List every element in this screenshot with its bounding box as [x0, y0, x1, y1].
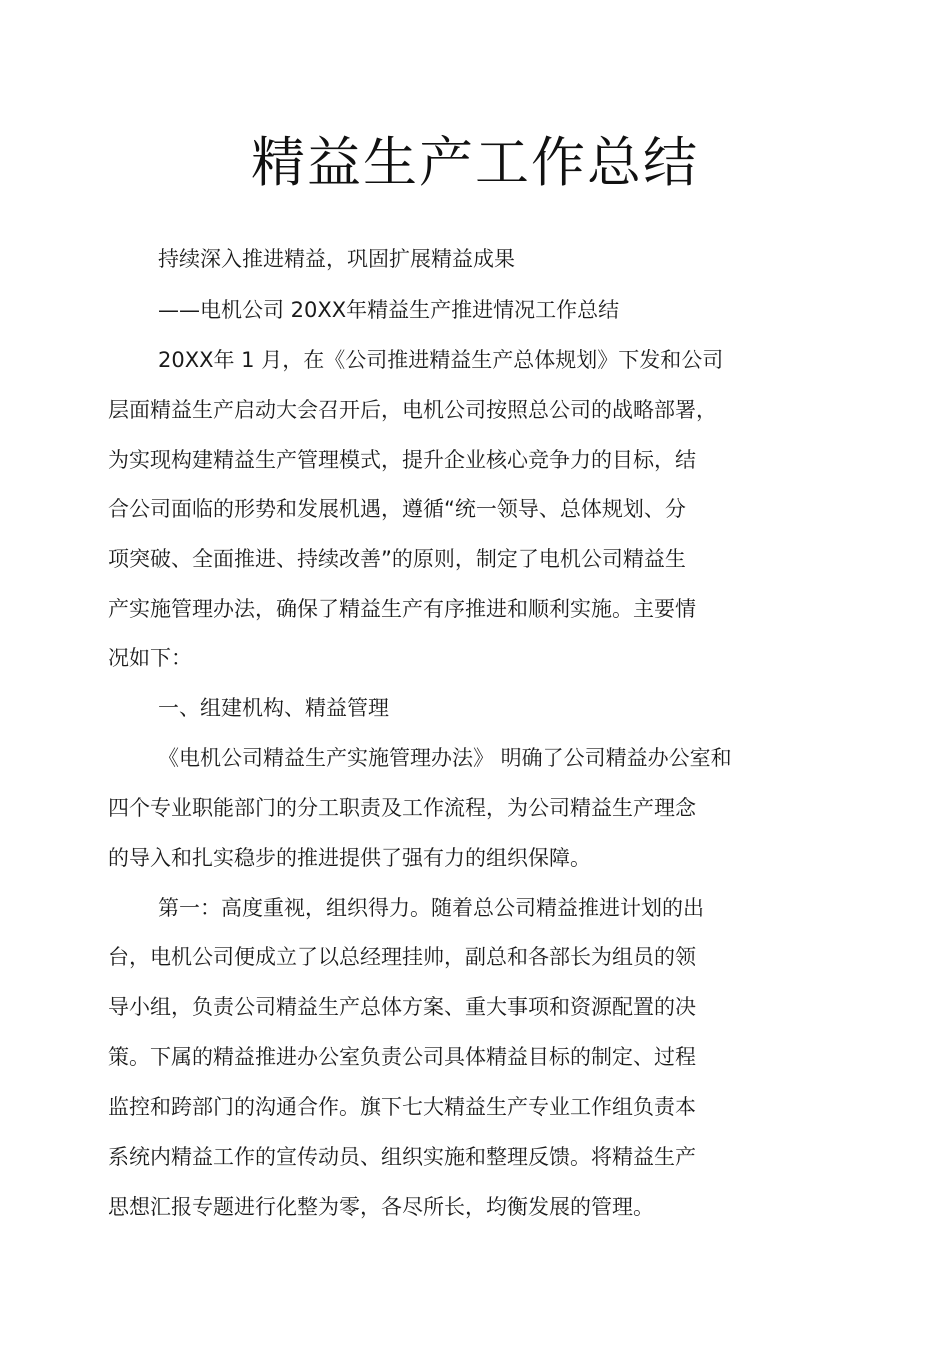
paragraph-line: 四个专业职能部门的分工职责及工作流程，为公司精益生产理念	[108, 796, 696, 820]
paragraph-line: 层面精益生产启动大会召开后，电机公司按照总公司的战略部署，	[108, 398, 717, 422]
subtitle-dash-line: ——电机公司 20XX年精益生产推进情况工作总结	[158, 298, 620, 322]
paragraph-line: 策。下属的精益推进办公室负责公司具体精益目标的制定、过程	[108, 1045, 696, 1069]
paragraph-line: 况如下：	[108, 646, 192, 670]
paragraph-line: 项突破、全面推进、持续改善”的原则，制定了电机公司精益生	[108, 547, 686, 571]
subtitle-line: 持续深入推进精益，巩固扩展精益成果	[158, 247, 515, 271]
paragraph-line: 导小组，负责公司精益生产总体方案、重大事项和资源配置的决	[108, 995, 696, 1019]
paragraph-line: 《电机公司精益生产实施管理办法》 明确了公司精益办公室和	[158, 746, 732, 770]
paragraph-line: 20XX年 1 月，在《公司推进精益生产总体规划》下发和公司	[158, 348, 724, 372]
document-title: 精益生产工作总结	[251, 131, 699, 194]
paragraph-line: 合公司面临的形势和发展机遇，遵循“统一领导、总体规划、分	[108, 497, 686, 521]
paragraph-line: 系统内精益工作的宣传动员、组织实施和整理反馈。将精益生产	[108, 1145, 696, 1169]
paragraph-line: 思想汇报专题进行化整为零，各尽所长，均衡发展的管理。	[108, 1195, 654, 1219]
paragraph-line: 产实施管理办法，确保了精益生产有序推进和顺利实施。主要情	[108, 597, 696, 621]
paragraph-line: 第一：高度重视，组织得力。随着总公司精益推进计划的出	[158, 896, 704, 920]
section-heading: 一、组建机构、精益管理	[158, 696, 389, 720]
paragraph-line: 为实现构建精益生产管理模式，提升企业核心竞争力的目标，结	[108, 448, 696, 472]
paragraph-line: 监控和跨部门的沟通合作。旗下七大精益生产专业工作组负责本	[108, 1095, 696, 1119]
paragraph-line: 的导入和扎实稳步的推进提供了强有力的组织保障。	[108, 846, 591, 870]
paragraph-line: 台，电机公司便成立了以总经理挂帅，副总和各部长为组员的领	[108, 945, 696, 969]
